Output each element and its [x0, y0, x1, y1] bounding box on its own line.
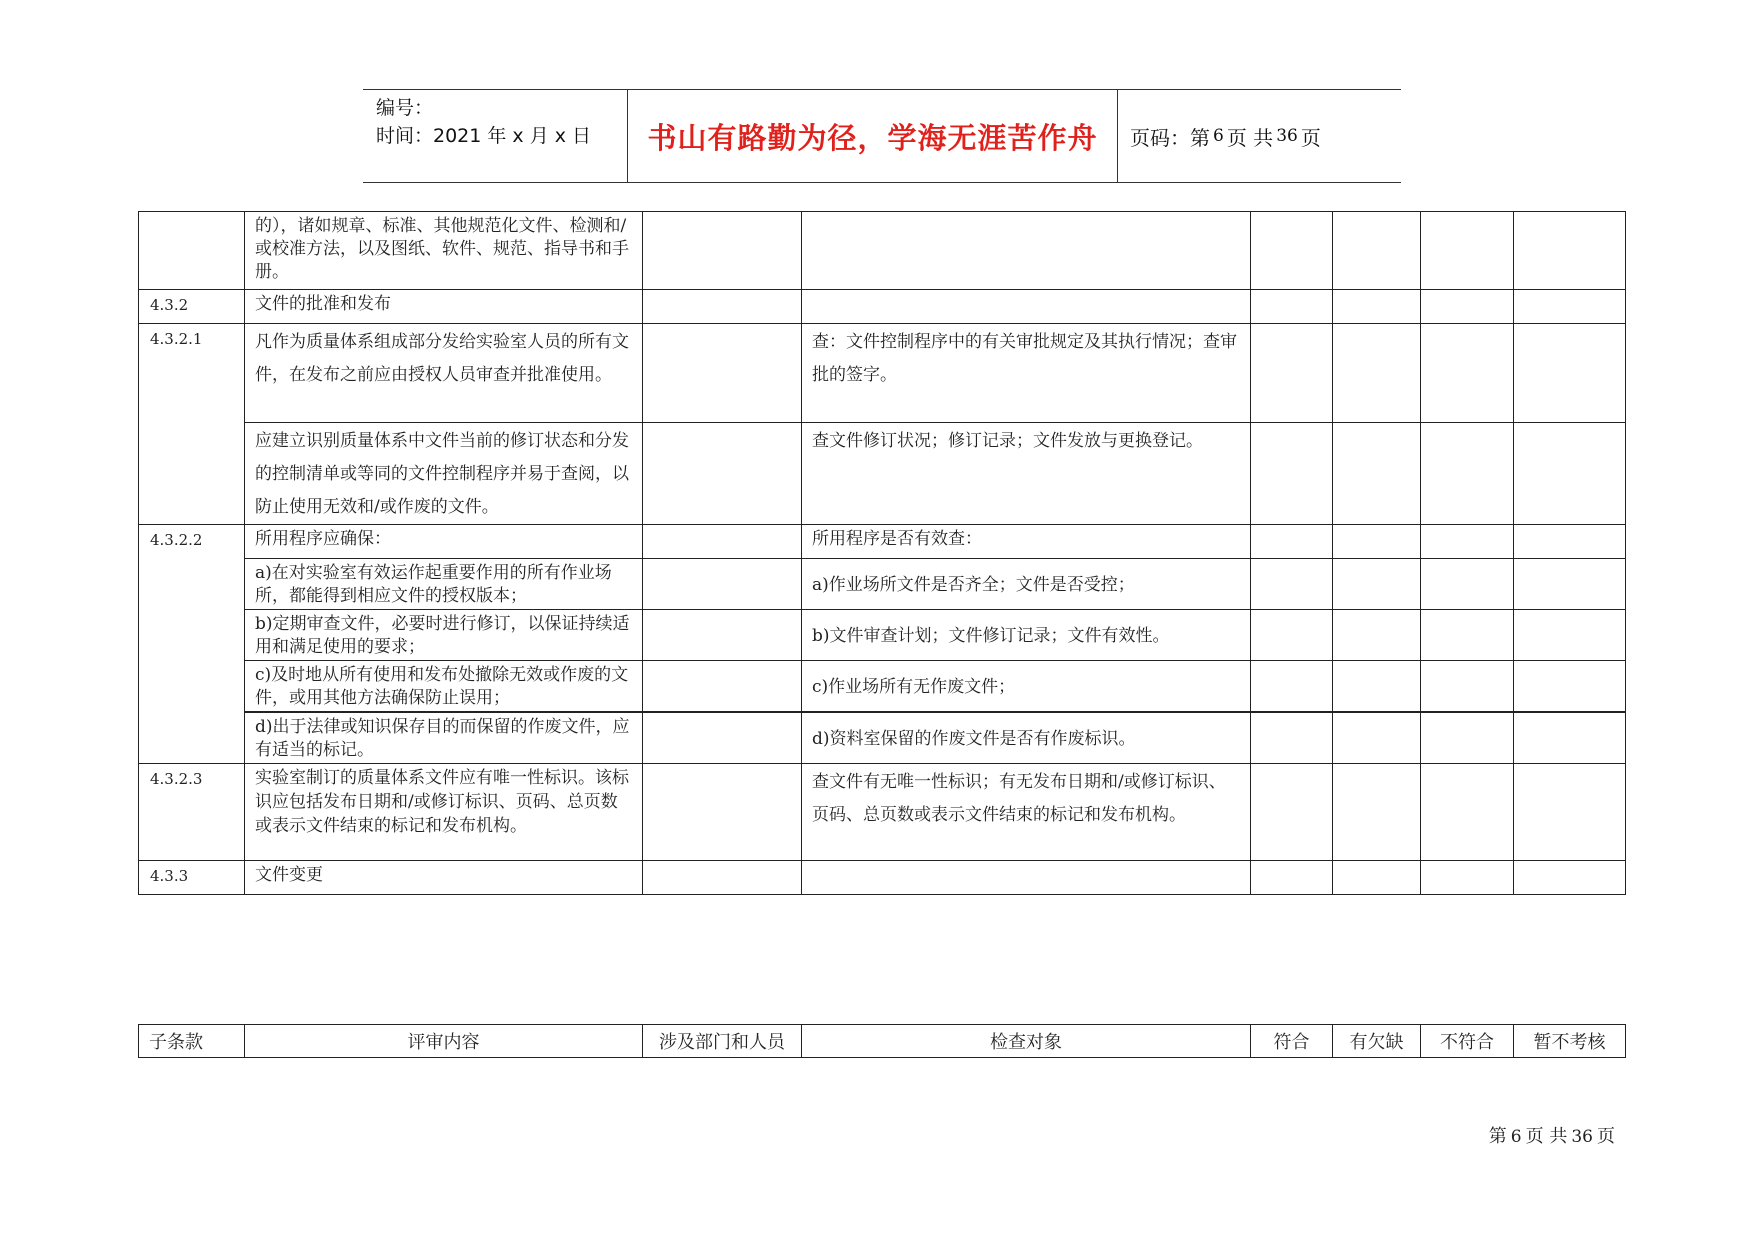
- department-cell: [643, 712, 802, 764]
- table-row: [139, 324, 1626, 423]
- conform-cell[interactable]: [1251, 324, 1333, 423]
- nonconform-cell[interactable]: [1421, 212, 1514, 290]
- conform-cell[interactable]: [1251, 525, 1333, 559]
- clause-id-cell: 4.3.3: [139, 861, 245, 895]
- clause-id-cell: 4.3.2: [139, 290, 245, 324]
- clause-id-cell: 4.3.2.1: [139, 324, 245, 525]
- review-content-cell: a)在对实验室有效运作起重要作用的所有作业场所，都能得到相应文件的授权版本；: [245, 559, 643, 610]
- table-row: [139, 661, 1626, 712]
- department-cell: [643, 764, 802, 861]
- header-page-suffix: 页: [1300, 125, 1321, 150]
- department-cell: [643, 290, 802, 324]
- header-check-object: 检查对象: [802, 1025, 1251, 1058]
- clause-id-cell: 4.3.2.2: [139, 525, 245, 764]
- review-content-cell: 应建立识别质量体系中文件当前的修订状态和分发的控制清单或等同的文件控制程序并易于查阅，以防止使用无效和/或作废的文件。: [245, 423, 643, 525]
- header-meta: [363, 90, 627, 182]
- not-assessed-cell[interactable]: [1514, 661, 1626, 712]
- not-assessed-cell[interactable]: [1514, 764, 1626, 861]
- footer-page-suffix: 页: [1597, 1126, 1615, 1147]
- header-page-current: 6: [1213, 126, 1224, 146]
- not-assessed-cell[interactable]: [1514, 324, 1626, 423]
- conform-cell[interactable]: [1251, 610, 1333, 661]
- deficient-cell[interactable]: [1333, 712, 1421, 764]
- deficient-cell[interactable]: [1333, 423, 1421, 525]
- review-content-cell: 实验室制订的质量体系文件应有唯一性标识。该标识应包括发布日期和/或修订标识、页码、总页数或表示文件结束的标记和发布机构。: [245, 764, 643, 861]
- conform-cell[interactable]: [1251, 712, 1333, 764]
- header-review-content: 评审内容: [245, 1025, 643, 1058]
- header-motto-cell: [627, 90, 1118, 182]
- table-row: [139, 559, 1626, 610]
- header-page-total: 36: [1276, 126, 1298, 146]
- page-footer: [1489, 1122, 1615, 1148]
- check-object-cell: [802, 212, 1251, 290]
- review-content-cell: d)出于法律或知识保存目的而保留的作废文件，应有适当的标记。: [245, 712, 643, 764]
- check-object-cell: 查：文件控制程序中的有关审批规定及其执行情况；查审批的签字。: [802, 324, 1251, 423]
- review-content-cell: 所用程序应确保：: [245, 525, 643, 559]
- conform-cell[interactable]: [1251, 559, 1333, 610]
- deficient-cell[interactable]: [1333, 324, 1421, 423]
- table-row: [139, 610, 1626, 661]
- header-nonconform: 不符合: [1421, 1025, 1514, 1058]
- deficient-cell[interactable]: [1333, 861, 1421, 895]
- conform-cell[interactable]: [1251, 764, 1333, 861]
- department-cell: [643, 861, 802, 895]
- column-header-table: [138, 1024, 1626, 1058]
- not-assessed-cell[interactable]: [1514, 212, 1626, 290]
- document-header: [363, 89, 1401, 183]
- check-object-cell: [802, 861, 1251, 895]
- table-row: [139, 525, 1626, 559]
- not-assessed-cell[interactable]: [1514, 423, 1626, 525]
- review-content-cell: c)及时地从所有使用和发布处撤除无效或作废的文件，或用其他方法确保防止误用；: [245, 661, 643, 712]
- review-content-cell: 文件变更: [245, 861, 643, 895]
- deficient-cell[interactable]: [1333, 764, 1421, 861]
- footer-page-prefix: 第: [1488, 1126, 1507, 1147]
- department-cell: [643, 212, 802, 290]
- review-content-cell: 文件的批准和发布: [245, 290, 643, 324]
- deficient-cell[interactable]: [1333, 290, 1421, 324]
- nonconform-cell[interactable]: [1421, 423, 1514, 525]
- conform-cell[interactable]: [1251, 861, 1333, 895]
- department-cell: [643, 423, 802, 525]
- conform-cell[interactable]: [1251, 423, 1333, 525]
- review-content-cell: 的），诸如规章、标准、其他规范化文件、检测和/或校准方法，以及图纸、软件、规范、指导书和手册。: [245, 212, 643, 290]
- check-object-cell: d)资料室保留的作废文件是否有作废标识。: [802, 712, 1251, 764]
- clause-id-cell: 4.3.2.3: [139, 764, 245, 861]
- nonconform-cell[interactable]: [1421, 324, 1514, 423]
- footer-page-mid: 页 共: [1525, 1126, 1568, 1147]
- deficient-cell[interactable]: [1333, 525, 1421, 559]
- table-row: [139, 212, 1626, 290]
- table-row: [139, 423, 1626, 525]
- header-deficient: 有欠缺: [1333, 1025, 1421, 1058]
- table-row: [139, 764, 1626, 861]
- department-cell: [643, 610, 802, 661]
- check-object-cell: a)作业场所文件是否齐全；文件是否受控；: [802, 559, 1251, 610]
- nonconform-cell[interactable]: [1421, 610, 1514, 661]
- nonconform-cell[interactable]: [1421, 764, 1514, 861]
- footer-page-current: 6: [1510, 1127, 1522, 1147]
- header-departments: 涉及部门和人员: [643, 1025, 802, 1058]
- nonconform-cell[interactable]: [1421, 861, 1514, 895]
- conform-cell[interactable]: [1251, 661, 1333, 712]
- document-number-label: 编号：: [376, 97, 434, 119]
- department-cell: [643, 324, 802, 423]
- header-page-prefix: 页码：第: [1130, 125, 1210, 150]
- deficient-cell[interactable]: [1333, 661, 1421, 712]
- nonconform-cell[interactable]: [1421, 559, 1514, 610]
- check-object-cell: 查文件修订状况；修订记录；文件发放与更换登记。: [802, 423, 1251, 525]
- nonconform-cell[interactable]: [1421, 661, 1514, 712]
- not-assessed-cell[interactable]: [1514, 525, 1626, 559]
- table-row: [139, 290, 1626, 324]
- department-cell: [643, 559, 802, 610]
- check-object-cell: b)文件审查计划；文件修订记录；文件有效性。: [802, 610, 1251, 661]
- deficient-cell[interactable]: [1333, 610, 1421, 661]
- not-assessed-cell[interactable]: [1514, 861, 1626, 895]
- department-cell: [643, 661, 802, 712]
- not-assessed-cell[interactable]: [1514, 559, 1626, 610]
- deficient-cell[interactable]: [1333, 559, 1421, 610]
- header-motto: 书山有路勤为径，学海无涯苦作舟: [647, 120, 1098, 155]
- nonconform-cell[interactable]: [1421, 712, 1514, 764]
- department-cell: [643, 525, 802, 559]
- header-page-indicator: [1118, 90, 1401, 182]
- document-time-label: 时间：2021 年 x 月 x 日: [376, 125, 592, 147]
- check-object-cell: 查文件有无唯一性标识；有无发布日期和/或修订标识、页码、总页数或表示文件结束的标记和发布机构。: [802, 764, 1251, 861]
- not-assessed-cell[interactable]: [1514, 712, 1626, 764]
- column-header-row: [139, 1025, 1626, 1058]
- header-sub-clause: 子条款: [139, 1025, 245, 1058]
- conform-cell[interactable]: [1251, 290, 1333, 324]
- not-assessed-cell[interactable]: [1514, 610, 1626, 661]
- header-not-assessed: 暂不考核: [1514, 1025, 1626, 1058]
- nonconform-cell[interactable]: [1421, 290, 1514, 324]
- header-page-mid: 页 共: [1226, 125, 1274, 150]
- not-assessed-cell[interactable]: [1514, 290, 1626, 324]
- audit-table: [138, 211, 1626, 895]
- conform-cell[interactable]: [1251, 212, 1333, 290]
- clause-id-cell: [139, 212, 245, 290]
- check-object-cell: [802, 290, 1251, 324]
- table-row: [139, 712, 1626, 764]
- check-object-cell: 所用程序是否有效查：: [802, 525, 1251, 559]
- footer-page-total: 36: [1571, 1127, 1593, 1147]
- nonconform-cell[interactable]: [1421, 525, 1514, 559]
- review-content-cell: b)定期审查文件，必要时进行修订，以保证持续适用和满足使用的要求；: [245, 610, 643, 661]
- header-conform: 符合: [1251, 1025, 1333, 1058]
- check-object-cell: c)作业场所有无作废文件；: [802, 661, 1251, 712]
- deficient-cell[interactable]: [1333, 212, 1421, 290]
- table-row: [139, 861, 1626, 895]
- review-content-cell: 凡作为质量体系组成部分发给实验室人员的所有文件，在发布之前应由授权人员审查并批准使用。: [245, 324, 643, 423]
